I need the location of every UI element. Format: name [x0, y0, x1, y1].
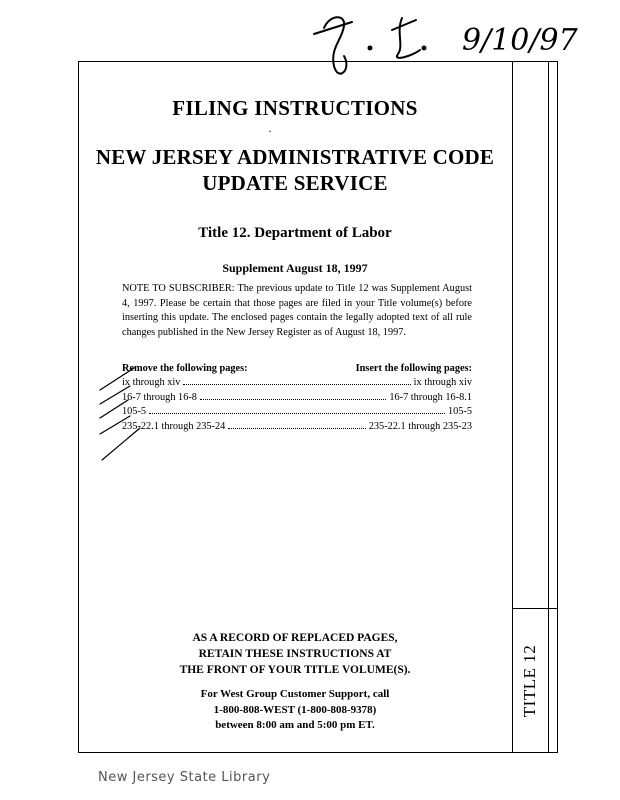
dot-mark: ·	[268, 124, 272, 138]
title-heading: Title 12. Department of Labor	[198, 225, 392, 241]
record-notice	[78, 630, 512, 678]
remove-header: Remove the following pages:	[122, 363, 248, 374]
code-title-line1: NEW JERSEY ADMINISTRATIVE CODE	[95, 145, 495, 169]
insert-pages: 235-22.1 through 235-23	[368, 421, 472, 433]
code-title	[78, 144, 512, 196]
side-tab-label	[512, 610, 548, 752]
side-tab-rule	[548, 61, 549, 753]
supplement-date: Supplement August 18, 1997	[222, 261, 368, 275]
table-row	[122, 376, 472, 391]
table-row	[122, 405, 472, 420]
support-line1: For West Group Customer Support, call	[200, 688, 390, 700]
remove-pages: 16-7 through 16-8	[122, 391, 197, 403]
side-tab-text: TITLE 12	[520, 644, 540, 718]
record-notice-line3: THE FRONT OF YOUR TITLE VOLUME(S).	[179, 664, 411, 676]
table-row	[122, 391, 472, 406]
side-tab-divider	[512, 608, 558, 609]
page-title: FILING INSTRUCTIONS	[172, 96, 418, 120]
subscriber-note: NOTE TO SUBSCRIBER: The previous update to Title 12 was Supplement August 4, 1997. Please be certain that those pages are filed in your Title volume(s) before inserting this update. The enclosed pages contain the legally adopted text of all rule changes published in the New Jersey Register as of August 18, 1997.	[122, 283, 472, 338]
handwritten-checkmarks	[96, 362, 146, 472]
code-title-line2: UPDATE SERVICE	[202, 171, 388, 195]
remove-pages: 235-22.1 through 235-24	[122, 421, 226, 433]
insert-pages: 16-7 through 16-8.1	[389, 391, 472, 403]
pages-table	[122, 376, 472, 435]
record-notice-line1: AS A RECORD OF REPLACED PAGES,	[192, 632, 398, 644]
dot-leader	[200, 391, 386, 400]
remove-pages: ix through xiv	[122, 377, 181, 388]
support-hours: between 8:00 am and 5:00 pm ET.	[215, 719, 375, 731]
pages-table-header	[122, 363, 472, 374]
record-notice-line2: RETAIN THESE INSTRUCTIONS AT	[198, 648, 392, 660]
table-row	[122, 420, 472, 435]
insert-pages: 105-5	[447, 406, 472, 418]
support-phone: 1-800-808-WEST (1-800-808-9378)	[213, 703, 377, 716]
library-stamp: New Jersey State Library	[98, 770, 271, 785]
dot-leader	[183, 376, 410, 385]
customer-support	[78, 687, 512, 734]
insert-pages: ix through xiv	[413, 377, 472, 388]
dot-leader	[149, 405, 445, 414]
dot-leader	[228, 420, 366, 429]
handwritten-date: 9/10/97	[462, 23, 578, 58]
remove-pages: 105-5	[122, 406, 147, 418]
insert-header: Insert the following pages:	[355, 363, 472, 374]
